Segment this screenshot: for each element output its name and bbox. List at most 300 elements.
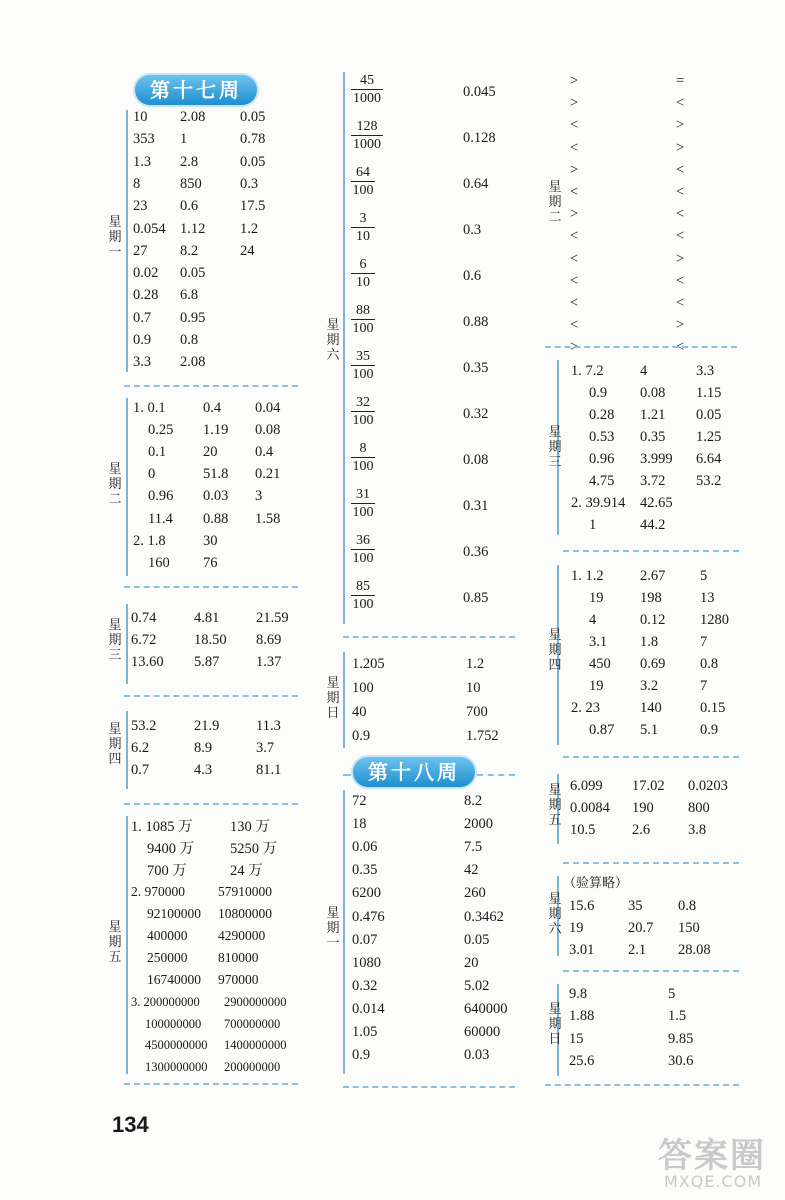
decimal-answer: 0.6: [463, 268, 482, 284]
answer-cell: 10800000: [218, 906, 272, 921]
answer-cell: 16740000: [147, 972, 201, 987]
day-label-sun-c3: 星期日: [548, 1002, 562, 1047]
answer-cell: 0.05: [180, 265, 206, 282]
answer-cell: 1.2: [466, 656, 485, 672]
answer-cell: 0.96: [589, 451, 615, 467]
answer-cell: 0.69: [640, 656, 666, 672]
answer-cell: <: [570, 250, 579, 267]
answer-cell: 353: [133, 131, 155, 148]
answer-cell: 810000: [218, 950, 259, 965]
answer-cell: 0.08: [255, 422, 281, 439]
answer-cell: 1. 7.2: [571, 363, 604, 379]
answer-cell: 0.7: [133, 309, 152, 326]
answer-cell: 1.752: [466, 728, 499, 744]
answer-cell: 2.67: [640, 568, 666, 584]
answer-cell: 1.88: [569, 1008, 595, 1025]
decimal-answer: 0.128: [463, 130, 496, 146]
section-divider: [124, 586, 298, 588]
fraction: [351, 440, 375, 475]
day-label-sat: 星期六: [326, 318, 340, 363]
watermark-url: MXQE.COM: [664, 1172, 763, 1191]
answer-cell: 700 万: [147, 863, 187, 879]
answer-cell: 2. 1.8: [133, 532, 166, 549]
answer-cell: <: [676, 206, 685, 223]
answer-cell: 3.3: [696, 363, 715, 379]
fraction-numerator: 32: [351, 394, 375, 412]
answer-cell: 0.9: [352, 1047, 371, 1064]
section-divider: [545, 346, 737, 348]
answer-cell: 3.72: [640, 473, 666, 489]
answer-cell: 5250 万: [230, 841, 278, 857]
answer-cell: <: [676, 272, 685, 289]
section-divider: [124, 385, 298, 387]
fraction: [351, 210, 375, 245]
day-label-mon: 星期一: [108, 215, 122, 260]
fraction-numerator: 88: [351, 302, 375, 320]
answer-cell: 2. 39.914: [571, 495, 626, 511]
fraction-denominator: 1000: [353, 137, 381, 152]
answer-cell: 0.9: [133, 332, 152, 348]
answer-cell: =: [676, 73, 685, 89]
answer-cell: <: [676, 184, 685, 200]
answer-cell: 100: [352, 680, 374, 696]
answer-cell: 1.3: [133, 153, 152, 170]
answer-cell: <: [570, 272, 579, 289]
answer-cell: 6.72: [131, 632, 157, 648]
day-label-mon-w18: 星期一: [326, 906, 340, 951]
answer-cell: 3.999: [640, 451, 673, 467]
answer-cell: 6.8: [180, 287, 199, 304]
answer-cell: 0.9: [352, 728, 371, 744]
answer-cell: 1.05: [352, 1024, 378, 1040]
fraction: [351, 164, 375, 199]
answer-cell: 53.2: [131, 718, 157, 734]
answer-cell: 17.02: [632, 778, 665, 794]
answer-cell: 13: [700, 590, 715, 606]
answer-cell: 30.6: [668, 1052, 694, 1069]
answer-cell: 7.5: [464, 839, 483, 856]
answer-cell: 4500000000: [145, 1038, 208, 1052]
week-18-badge: 第十八周: [353, 757, 475, 787]
week-17-badge: 第十七周: [135, 75, 257, 105]
answer-cell: 3.01: [569, 942, 595, 958]
answer-cell: 11.3: [256, 718, 281, 734]
answer-cell: 42.65: [640, 495, 673, 511]
answer-cell: 27: [133, 242, 148, 259]
decimal-answer: 0.32: [463, 406, 489, 422]
fraction-denominator: 1000: [353, 91, 381, 106]
divider-bar: [126, 604, 128, 684]
fraction-denominator: 100: [352, 413, 374, 428]
fraction-numerator: 85: [351, 578, 375, 596]
fraction: [351, 532, 375, 567]
answer-cell: 0.4: [203, 400, 222, 416]
section-divider: [477, 774, 515, 776]
answer-cell: <: [570, 228, 579, 245]
answer-cell: 100000000: [145, 1016, 202, 1031]
answer-cell: 1080: [352, 954, 381, 971]
answer-cell: 7: [700, 634, 708, 650]
answer-cell: 4.3: [194, 762, 213, 778]
day-label-sun: 星期日: [326, 676, 340, 721]
answer-cell: 17.5: [240, 198, 266, 215]
answer-cell: 0.014: [352, 1000, 385, 1017]
answer-cell: 0.05: [464, 931, 490, 948]
section-divider: [343, 1086, 515, 1088]
answer-cell: 19: [589, 678, 604, 694]
decimal-answer: 0.35: [463, 360, 489, 376]
divider-bar: [343, 790, 345, 1074]
section-divider: [124, 695, 298, 697]
decimal-answer: 0.85: [463, 590, 489, 606]
answer-cell: 198: [640, 590, 662, 606]
section-divider: [343, 774, 351, 776]
answer-cell: >: [570, 161, 579, 178]
answer-cell: 9.8: [569, 986, 588, 1002]
answer-cell: 3.8: [688, 822, 707, 838]
answer-cell: 2.08: [180, 109, 206, 125]
answer-cell: 140: [640, 700, 662, 716]
answer-cell: 57910000: [218, 884, 272, 899]
answer-cell: 1.25: [696, 429, 722, 445]
answer-cell: >: [676, 117, 685, 134]
answer-cell: 11.4: [148, 510, 173, 527]
answer-cell: 0.8: [180, 332, 199, 348]
answer-cell: 8.9: [194, 740, 213, 756]
answer-cell: 1: [180, 131, 188, 148]
answer-cell: 53.2: [696, 473, 722, 489]
answer-cell: 1.8: [640, 634, 659, 650]
answer-cell: 44.2: [640, 517, 666, 533]
answer-cell: 0.25: [148, 422, 174, 439]
answer-cell: >: [676, 139, 685, 156]
answer-cell: 9400 万: [147, 841, 195, 857]
answer-cell: 0.74: [131, 610, 157, 626]
answer-cell: 0.35: [352, 862, 378, 879]
answer-cell: 1.58: [255, 510, 281, 527]
answer-cell: 5.02: [464, 977, 490, 994]
answer-cell: >: [570, 206, 579, 223]
answer-cell: 0.95: [180, 309, 206, 326]
answer-cell: 0.05: [240, 109, 266, 125]
fraction-numerator: 64: [351, 164, 375, 182]
answer-cell: 19: [569, 920, 584, 936]
fraction: [351, 486, 375, 521]
day-label-wed-c3: 星期三: [548, 425, 562, 470]
fraction: [351, 118, 383, 153]
answer-cell: 1. 1.2: [571, 568, 604, 584]
answer-cell: 2. 23: [571, 700, 600, 716]
answer-cell: 2.6: [632, 822, 651, 838]
answer-cell: 6.099: [570, 778, 603, 794]
answer-cell: 0.0203: [688, 778, 728, 794]
answer-cell: <: [570, 295, 579, 311]
answer-cell: 3. 200000000: [131, 995, 200, 1009]
answer-cell: 0.9: [589, 385, 608, 401]
answer-cell: 1.37: [256, 654, 282, 670]
answer-cell: 0.4: [255, 444, 274, 461]
answer-cell: 30: [203, 532, 218, 549]
answer-cell: 23: [133, 198, 148, 215]
answer-cell: 0.35: [640, 429, 666, 445]
answer-cell: >: [676, 250, 685, 267]
answer-cell: 0.8: [678, 898, 697, 914]
answer-cell: 1: [589, 517, 597, 533]
decimal-answer: 0.36: [463, 544, 489, 560]
answer-cell: 0: [148, 466, 156, 483]
answer-cell: 40: [352, 704, 367, 720]
answer-cell: 19: [589, 590, 604, 606]
decimal-answer: 0.08: [463, 452, 489, 468]
answer-cell: 190: [632, 800, 654, 816]
answer-cell: 2.1: [628, 942, 647, 958]
answer-cell: 2000: [464, 816, 493, 833]
answer-cell: 10: [466, 680, 481, 696]
answer-cell: 24 万: [230, 863, 263, 879]
day-label-wed: 星期三: [108, 618, 122, 663]
answer-cell: 160: [148, 554, 170, 571]
day-label-sat-c3: 星期六: [548, 892, 562, 937]
answer-cell: 3.1: [589, 634, 608, 650]
answer-cell: <: [676, 339, 685, 356]
answer-cell: 10.5: [570, 822, 596, 838]
section-divider: [563, 550, 739, 552]
answer-cell: 72: [352, 793, 367, 809]
section-divider: [124, 1083, 298, 1085]
answer-cell: 0.6: [180, 198, 199, 215]
fraction: [351, 72, 383, 107]
answer-cell: 850: [180, 175, 202, 192]
answer-cell: 0.15: [700, 700, 726, 716]
answer-cell: 24: [240, 242, 255, 259]
fraction: [351, 348, 375, 383]
answer-cell: 0.78: [240, 131, 266, 148]
answer-cell: 250000: [147, 950, 188, 965]
answer-cell: 13.60: [131, 654, 164, 670]
fraction-denominator: 10: [356, 229, 370, 244]
divider-bar: [126, 398, 128, 576]
answer-cell: 200000000: [224, 1059, 281, 1074]
fraction-denominator: 100: [352, 321, 374, 336]
answer-cell: 4: [640, 363, 648, 379]
divider-bar: [343, 72, 345, 624]
answer-cell: 1.2: [240, 220, 259, 237]
fraction-numerator: 8: [351, 440, 375, 458]
answer-cell: >: [570, 339, 579, 356]
fraction-numerator: 31: [351, 486, 375, 504]
answer-cell: 0.05: [240, 153, 266, 170]
decimal-answer: 0.31: [463, 498, 489, 514]
answer-cell: 20: [203, 444, 218, 461]
day-label-thu-c3: 星期四: [548, 628, 562, 673]
answer-cell: 1. 0.1: [133, 400, 166, 416]
answer-cell: 0.12: [640, 612, 666, 628]
answer-cell: 92100000: [147, 906, 201, 921]
answer-cell: 6200: [352, 885, 381, 902]
answer-cell: 81.1: [256, 762, 282, 778]
answer-cell: 8.69: [256, 632, 282, 648]
answer-cell: 0.96: [148, 488, 174, 505]
answer-cell: 3.2: [640, 678, 659, 694]
answer-cell: 9.85: [668, 1030, 694, 1047]
answer-cell: 6.64: [696, 451, 722, 467]
answer-cell: 0.7: [131, 762, 150, 778]
answer-cell: 8: [133, 175, 141, 192]
answer-cell: 1.205: [352, 656, 385, 672]
answer-cell: <: [676, 95, 685, 112]
day-label-tue-c3: 星期二: [548, 180, 562, 225]
answer-cell: 4290000: [218, 928, 266, 943]
answer-cell: <: [676, 228, 685, 245]
fraction-denominator: 100: [352, 367, 374, 382]
answer-cell: 60000: [464, 1024, 501, 1040]
answer-cell: 3.3: [133, 354, 152, 371]
answer-cell: 1. 1085 万: [131, 819, 193, 835]
answer-cell: 4: [589, 612, 597, 628]
answer-cell: 2.08: [180, 354, 206, 371]
answer-cell: 8.2: [180, 242, 199, 259]
answer-cell: 0.07: [352, 931, 378, 948]
answer-cell: 400000: [147, 928, 188, 943]
answer-cell: 1.19: [203, 422, 229, 439]
answer-cell: 0.08: [640, 385, 666, 401]
fraction-numerator: 36: [351, 532, 375, 550]
answer-cell: 5: [700, 568, 708, 584]
answer-cell: 4.81: [194, 610, 220, 626]
answer-cell: 0.476: [352, 908, 385, 925]
day-label-fri: 星期五: [108, 920, 122, 965]
answer-cell: 1.15: [696, 385, 722, 401]
answer-cell: 15.6: [569, 898, 595, 914]
answer-cell: 0.03: [203, 488, 229, 505]
fraction-denominator: 100: [352, 183, 374, 198]
answer-cell: 42: [464, 862, 479, 879]
answer-cell: 0.05: [696, 407, 722, 423]
decimal-answer: 0.64: [463, 176, 489, 192]
decimal-answer: 0.045: [463, 84, 496, 100]
answer-cell: 4.75: [589, 473, 615, 489]
answer-cell: 5: [668, 986, 676, 1002]
answer-cell: 800: [688, 800, 710, 816]
divider-bar: [126, 110, 128, 372]
answer-cell: 970000: [218, 972, 259, 987]
answer-cell: 7: [700, 678, 708, 694]
day-label-fri-c3: 星期五: [548, 783, 562, 828]
answer-cell: 15: [569, 1030, 584, 1047]
answer-cell: 21.9: [194, 718, 220, 734]
page-number: 134: [112, 1112, 149, 1137]
answer-cell: <: [570, 317, 579, 334]
answer-cell: 21.59: [256, 610, 289, 626]
answer-cell: 0.88: [203, 510, 229, 527]
answer-cell: 150: [678, 920, 700, 936]
answer-cell: 25.6: [569, 1052, 595, 1069]
answer-cell: 3.7: [256, 740, 275, 756]
fraction: [351, 256, 375, 291]
answer-cell: 0.06: [352, 839, 378, 856]
answer-cell: 28.08: [678, 942, 711, 958]
answer-cell: 1.21: [640, 407, 666, 423]
answer-cell: 0.32: [352, 977, 378, 994]
fraction-numerator: 6: [351, 256, 375, 274]
answer-cell: 0.28: [133, 287, 159, 304]
section-divider: [563, 970, 739, 972]
fraction-denominator: 100: [352, 551, 374, 566]
answer-cell: 0.28: [589, 407, 615, 423]
fraction-numerator: 3: [351, 210, 375, 228]
fraction: [351, 578, 375, 613]
answer-cell: 1400000000: [224, 1038, 287, 1052]
fraction-denominator: 100: [352, 505, 374, 520]
answer-cell: 5.87: [194, 654, 220, 670]
answer-cell: <: [570, 117, 579, 134]
answer-cell: <: [570, 184, 579, 200]
answer-cell: 260: [464, 885, 486, 902]
answer-cell: 640000: [464, 1000, 508, 1017]
answer-cell: 35: [628, 898, 643, 914]
answer-cell: 1300000000: [145, 1059, 208, 1074]
answer-cell: >: [570, 73, 579, 89]
fraction-numerator: 128: [351, 118, 383, 136]
answer-cell: <: [676, 295, 685, 311]
answer-cell: 18: [352, 816, 367, 833]
verification-omitted-note: （验算略）: [563, 876, 629, 891]
day-label-thu: 星期四: [108, 722, 122, 767]
day-label-tue: 星期二: [108, 462, 122, 507]
section-divider: [563, 756, 739, 758]
answer-cell: 130 万: [230, 819, 270, 835]
answer-cell: 0.054: [133, 220, 166, 237]
section-divider: [124, 803, 298, 805]
answer-cell: 5.1: [640, 722, 659, 738]
answer-cell: 1.5: [668, 1008, 687, 1025]
answer-cell: 0.21: [255, 466, 281, 483]
divider-bar: [126, 711, 128, 789]
answer-cell: 8.2: [464, 793, 483, 809]
answer-cell: 700000000: [224, 1016, 281, 1031]
answer-cell: 2.8: [180, 153, 199, 170]
fraction-denominator: 100: [352, 459, 374, 474]
fraction-denominator: 100: [352, 597, 374, 612]
answer-cell: 0.0084: [570, 800, 610, 816]
answer-cell: 0.3: [240, 175, 259, 192]
answer-cell: 0.8: [700, 656, 719, 672]
answer-cell: 6.2: [131, 740, 150, 756]
answer-cell: 76: [203, 554, 218, 571]
fraction-numerator: 35: [351, 348, 375, 366]
answer-cell: 18.50: [194, 632, 227, 648]
answer-cell: 1280: [700, 612, 729, 628]
section-divider: [563, 862, 739, 864]
decimal-answer: 0.88: [463, 314, 489, 330]
answer-cell: 700: [466, 704, 488, 720]
answer-cell: 1.12: [180, 220, 206, 237]
answer-cell: 0.1: [148, 444, 167, 461]
section-divider: [545, 1084, 739, 1086]
answer-cell: 20: [464, 954, 479, 971]
section-divider: [343, 636, 515, 638]
answer-cell: 20.7: [628, 920, 654, 936]
answer-cell: 450: [589, 656, 611, 672]
fraction: [351, 302, 375, 337]
answer-cell: 10: [133, 109, 148, 125]
answer-cell: 0.3462: [464, 908, 504, 925]
answer-cell: >: [570, 95, 579, 112]
fraction-numerator: 45: [351, 72, 383, 90]
answer-cell: 0.02: [133, 265, 159, 282]
answer-cell: 0.9: [700, 722, 719, 738]
answer-cell: 2900000000: [224, 995, 287, 1009]
